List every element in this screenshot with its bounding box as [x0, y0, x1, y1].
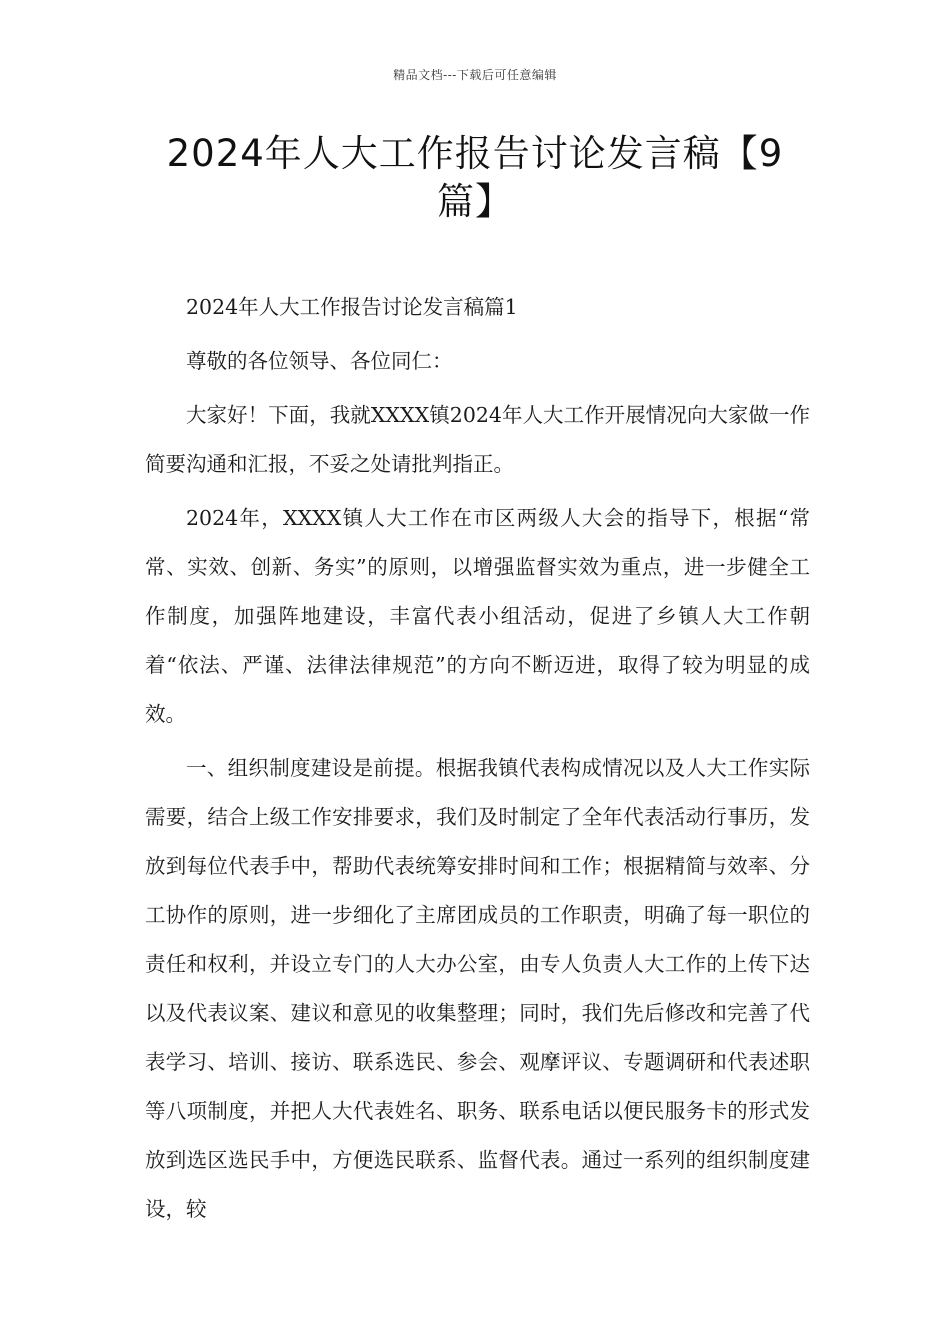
body-paragraph: 大家好！下面，我就XXXX镇2024年人大工作开展情况向大家做一作简要沟通和汇报，不妥之处请批判指正。 [145, 403, 810, 476]
header-note: 精品文档---下载后可任意编辑 [393, 68, 557, 82]
section-heading: 2024年人大工作报告讨论发言稿篇1 [186, 295, 518, 319]
salutation: 尊敬的各位领导、各位同仁： [186, 349, 453, 373]
document-body [145, 283, 810, 1239]
body-paragraph: 一、组织制度建设是前提。根据我镇代表构成情况以及人大工作实际需要，结合上级工作安排要求，我们及时制定了全年代表活动行事历，发放到每位代表手中，帮助代表统筹安排时间和工作；根据精简与效率、分工协作的原则，进一步细化了主席团成员的工作职责，明确了每一职位的责任和权利，并设立专门的人大办公室，由专人负责人大工作的上传下达以及代表议案、建议和意见的收集整理；同时，我们先后修改和完善了代表学习、培训、接访、联系选民、参会、观摩评议、专题调研和代表述职等八项制度，并把人大代表姓名、职务、联系电话以便民服务卡的形式发放到选区选民手中，方便选民联系、监督代表。通过一系列的组织制度建设，较 [145, 756, 810, 1221]
document-title: 2024年人大工作报告讨论发言稿【9篇】 [166, 132, 784, 223]
body-paragraph: 2024年，XXXX镇人大工作在市区两级人大会的指导下，根据“常常、实效、创新、务实”的原则，以增强监督实效为重点，进一步健全工作制度，加强阵地建设，丰富代表小组活动，促进了乡镇人大工作朝着“依法、严谨、法律法律规范”的方向不断迈进，取得了较为明显的成效。 [145, 506, 810, 726]
